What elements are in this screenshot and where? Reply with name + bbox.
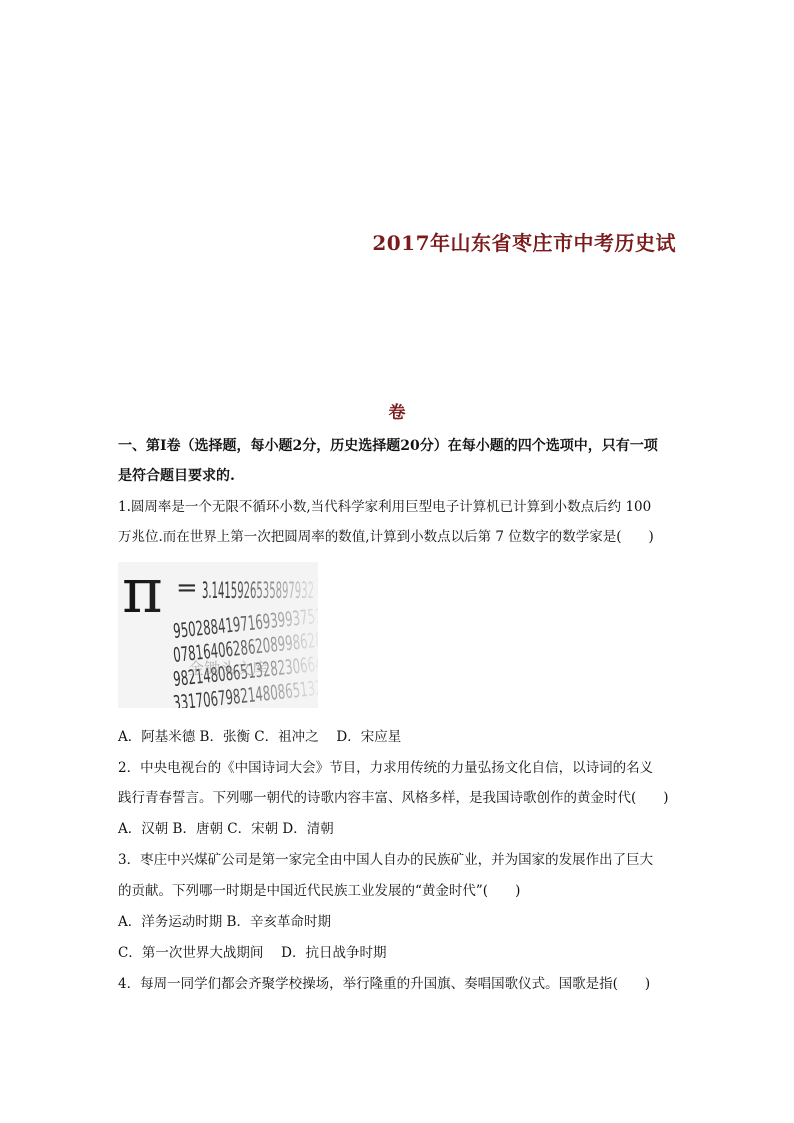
question-3-options-2: C．第一次世界大战期间 D．抗日战争时期 <box>118 945 387 961</box>
question-3-options-1: A．洋务运动时期 B．辛亥革命时期 <box>118 914 331 930</box>
question-1-options: A．阿基米德 B．张衡 C．祖冲之 D．宋应星 <box>118 729 402 745</box>
instruction-line-1: 一、第Ⅰ卷（选择题，每小题2分，历史选择题20分）在每小题的四个选项中，只有一项 <box>118 438 658 454</box>
question-4-line-1: 4．每周一同学们都会齐聚学校操场，举行隆重的升国旗、奏唱国歌仪式。国歌是指( ) <box>118 976 651 992</box>
question-1-line-2: 万兆位.而在世界上第一次把圆周率的数值,计算到小数点以后第 7 位数字的数学家是( ) <box>118 529 654 545</box>
question-3-line-2: 的贡献。下列哪一时期是中国近代民族工业发展的“黄金时代”( ) <box>118 883 521 899</box>
question-1-line-1: 1.圆周率是一个无限不循环小数,当代科学家利用巨型电子计算机已计算到小数点后约 100 <box>118 499 652 515</box>
question-3-line-1: 3．枣庄中兴煤矿公司是第一家完全由中国人自办的民族矿业，并为国家的发展作出了巨大 <box>118 852 654 868</box>
question-2-line-2: 践行青春誓言。下列哪一朝代的诗歌内容丰富、风格多样，是我国诗歌创作的黄金时代( ) <box>118 790 669 806</box>
pi-digits-image <box>118 562 318 708</box>
question-2-options: A．汉朝 B．唐朝 C．宋朝 D．清朝 <box>118 821 334 837</box>
instruction-line-2: 是符合题目要求的. <box>118 468 235 484</box>
question-2-line-1: 2．中央电视台的《中国诗词大会》节目，力求用传统的力量弘扬文化自信，以诗词的名义 <box>118 760 654 776</box>
document-title: 2017年山东省枣庄市中考历史试 <box>372 231 676 255</box>
watermark-text: 金锄头文库 <box>188 659 269 678</box>
section-heading: 卷 <box>388 403 406 423</box>
